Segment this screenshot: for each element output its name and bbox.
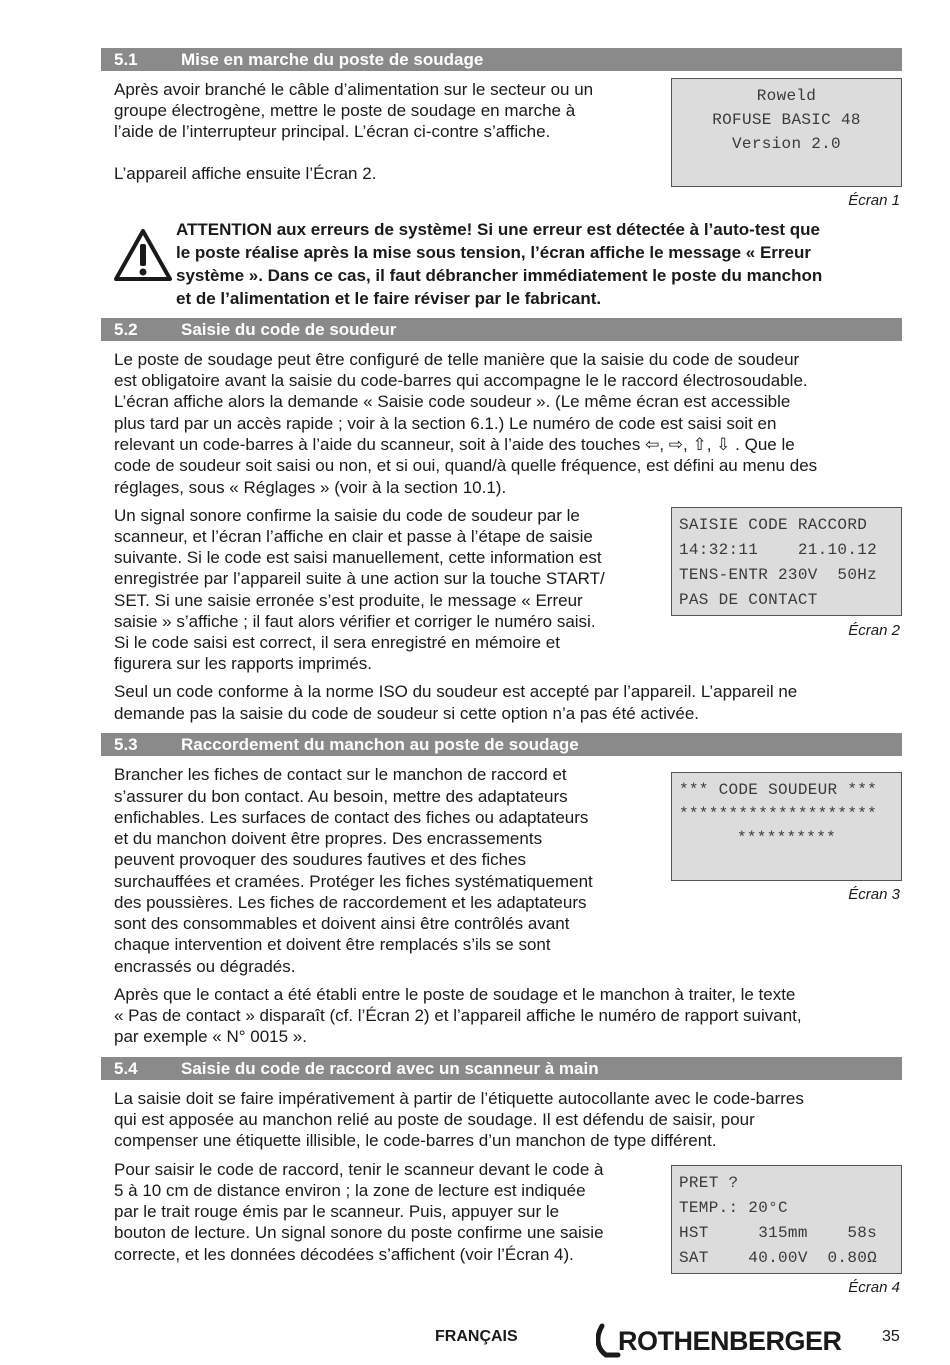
text-line: est obligatoire avant la saisie du code-barres qui accompagne le le raccord électrosoudable.: [114, 371, 808, 390]
section-number: 5.2: [114, 320, 138, 339]
screen-caption-1: Écran 1: [848, 192, 900, 209]
lcd-screen-3: [671, 772, 902, 881]
text-line: ATTENTION aux erreurs de système! Si une erreur est détectée à l’auto-test que: [176, 220, 820, 239]
text-line: relevant un code-barres à l’aide du scanneur, soit à l’aide des touches ⇦, ⇨, ⇧, ⇩ . Que le: [114, 435, 795, 454]
text-line: plus tard par un accès rapide ; voir à la section 6.1.) Le numéro de code est saisi soit en: [114, 414, 777, 433]
text-line: système ». Dans ce cas, il faut débrancher immédiatement le poste du manchon: [176, 266, 823, 285]
screen-caption-2: Écran 2: [848, 622, 900, 639]
lcd-line: Roweld: [756, 87, 817, 105]
text-line: figurera sur les rapports imprimés.: [114, 654, 372, 673]
lcd-line: SAISIE CODE RACCORD: [679, 516, 868, 534]
text-line: suivante. Si le code est saisi manuellement, cette information est: [114, 548, 602, 567]
text-line: Brancher les fiches de contact sur le manchon de raccord et: [114, 765, 567, 784]
text-line: l’aide de l’interrupteur principal. L’écran ci-contre s’affiche.: [114, 122, 551, 141]
text-line: saisie » s’affiche ; il faut alors vérifier et corriger le numéro saisi.: [114, 612, 596, 631]
text-line: encrassés ou dégradés.: [114, 957, 296, 976]
text-line: Après que le contact a été établi entre le poste de soudage et le manchon à traiter, le texte: [114, 985, 796, 1004]
section-header-5-4: [101, 1057, 902, 1080]
text-line: et du manchon doivent être propres. Des encrassements: [114, 829, 543, 848]
text-line: par exemple « N° 0015 ».: [114, 1027, 307, 1046]
section-title: Raccordement du manchon au poste de soudage: [181, 735, 579, 754]
text-line: le poste réalise après la mise sous tension, l’écran affiche le message « Erreur: [176, 243, 811, 262]
text-line: enregistrée par l’appareil suite à une action sur la touche START/: [114, 569, 605, 588]
lcd-screen-4: [671, 1165, 902, 1274]
lcd-line: SAT 40.00V 0.80Ω: [679, 1249, 878, 1267]
lcd-line: TENS-ENTR 230V 50Hz: [679, 566, 878, 584]
section-number: 5.1: [114, 50, 138, 69]
section-header-5-3: [101, 733, 902, 756]
brand-name: ROTHENBERGER: [618, 1326, 842, 1356]
lcd-line: Version 2.0: [732, 135, 841, 153]
section-title: Saisie du code de soudeur: [181, 320, 397, 339]
footer-language: FRANÇAIS: [435, 1328, 518, 1345]
text-line: qui est apposée au manchon relié au poste de soudage. Il est défendu de saisir, pour: [114, 1110, 755, 1129]
text-line: correcte, et les données décodées s’affichent (voir l’Écran 4).: [114, 1245, 574, 1264]
text-line: groupe électrogène, mettre le poste de soudage en marche à: [114, 101, 576, 120]
text-line: L’écran affiche alors la demande « Saisie code soudeur ». (Le même écran est accessible: [114, 392, 791, 411]
screen-caption-3: Écran 3: [848, 886, 900, 903]
s1-paragraph-2: L’appareil affiche ensuite l’Écran 2.: [114, 164, 377, 183]
warning-triangle-icon: [113, 228, 173, 282]
brand-logo: [596, 1322, 846, 1360]
lcd-screen-2: [671, 507, 902, 616]
text-line: chaque intervention et doivent être remplacés s’ils se sont: [114, 935, 551, 954]
lcd-line: TEMP.: 20°C: [679, 1199, 788, 1217]
lcd-line: HST 315mm 58s: [679, 1224, 878, 1242]
text-line: SET. Si une saisie erronée s’est produite, le message « Erreur: [114, 591, 583, 610]
text-line: demande pas la saisie du code de soudeur si cette option n’a pas été activée.: [114, 704, 699, 723]
section-title: Saisie du code de raccord avec un scanneur à main: [181, 1059, 599, 1078]
text-line: par le trait rouge émis par le scanneur. Puis, appuyer sur le: [114, 1202, 560, 1221]
text-line: peuvent provoquer des soudures fautives et des fiches: [114, 850, 527, 869]
lcd-line: **********: [736, 829, 836, 847]
text-line: Pour saisir le code de raccord, tenir le scanneur devant le code à: [114, 1160, 604, 1179]
text-line: Si le code saisi est correct, il sera enregistré en mémoire et: [114, 633, 560, 652]
lcd-line: PAS DE CONTACT: [679, 591, 818, 609]
text-line: 5 à 10 cm de distance environ ; la zone de lecture est indiquée: [114, 1181, 586, 1200]
text-line: code de soudeur soit saisi ou non, et si oui, quand/à quelle fréquence, est défini au menu des: [114, 456, 818, 475]
section-title: Mise en marche du poste de soudage: [181, 50, 484, 69]
screen-caption-4: Écran 4: [848, 1279, 900, 1296]
lcd-line: ROFUSE BASIC 48: [712, 111, 861, 129]
text-line: scanneur, et l’écran l’affiche en clair et passe à l’étape de saisie: [114, 527, 593, 546]
text-line: réglages, sous « Réglages » (voir à la section 10.1).: [114, 478, 507, 497]
text-line: Après avoir branché le câble d’alimentation sur le secteur ou un: [114, 80, 594, 99]
text-line: compenser une étiquette illisible, le code-barres d’un manchon de type différent.: [114, 1131, 717, 1150]
text-line: enfichables. Les surfaces de contact des fiches ou adaptateurs: [114, 808, 589, 827]
lcd-line: ********************: [679, 805, 878, 823]
lcd-line: *** CODE SOUDEUR ***: [679, 781, 878, 799]
lcd-line: 14:32:11 21.10.12: [679, 541, 878, 559]
text-line: surchauffées et cramées. Protéger les fiches systématiquement: [114, 872, 593, 891]
text-line: Le poste de soudage peut être configuré de telle manière que la saisie du code de soudeur: [114, 350, 800, 369]
section-number: 5.4: [114, 1059, 138, 1078]
lcd-screen-1: [671, 78, 902, 187]
text-line: des poussières. Les fiches de raccordement et les adaptateurs: [114, 893, 587, 912]
text-line: sont des consommables et doivent ainsi être contrôlés avant: [114, 914, 570, 933]
lcd-line: PRET ?: [679, 1174, 739, 1192]
page-number: 35: [882, 1328, 900, 1345]
text-line: et de l’alimentation et le faire réviser par le fabricant.: [176, 289, 602, 308]
text-line: Seul un code conforme à la norme ISO du soudeur est accepté par l’appareil. L’appareil ne: [114, 682, 798, 701]
text-line: « Pas de contact » disparaît (cf. l’Écran 2) et l’appareil affiche le numéro de rapport suivant,: [114, 1006, 802, 1025]
text-line: bouton de lecture. Un signal sonore du poste confirme une saisie: [114, 1223, 604, 1242]
section-header-5-2: [101, 318, 902, 341]
text-line: Un signal sonore confirme la saisie du code de soudeur par le: [114, 506, 580, 525]
text-line: La saisie doit se faire impérativement à partir de l’étiquette autocollante avec le code-barres: [114, 1089, 804, 1108]
text-line: s’assurer du bon contact. Au besoin, mettre des adaptateurs: [114, 787, 568, 806]
section-number: 5.3: [114, 735, 138, 754]
section-header-5-1: [101, 48, 902, 71]
